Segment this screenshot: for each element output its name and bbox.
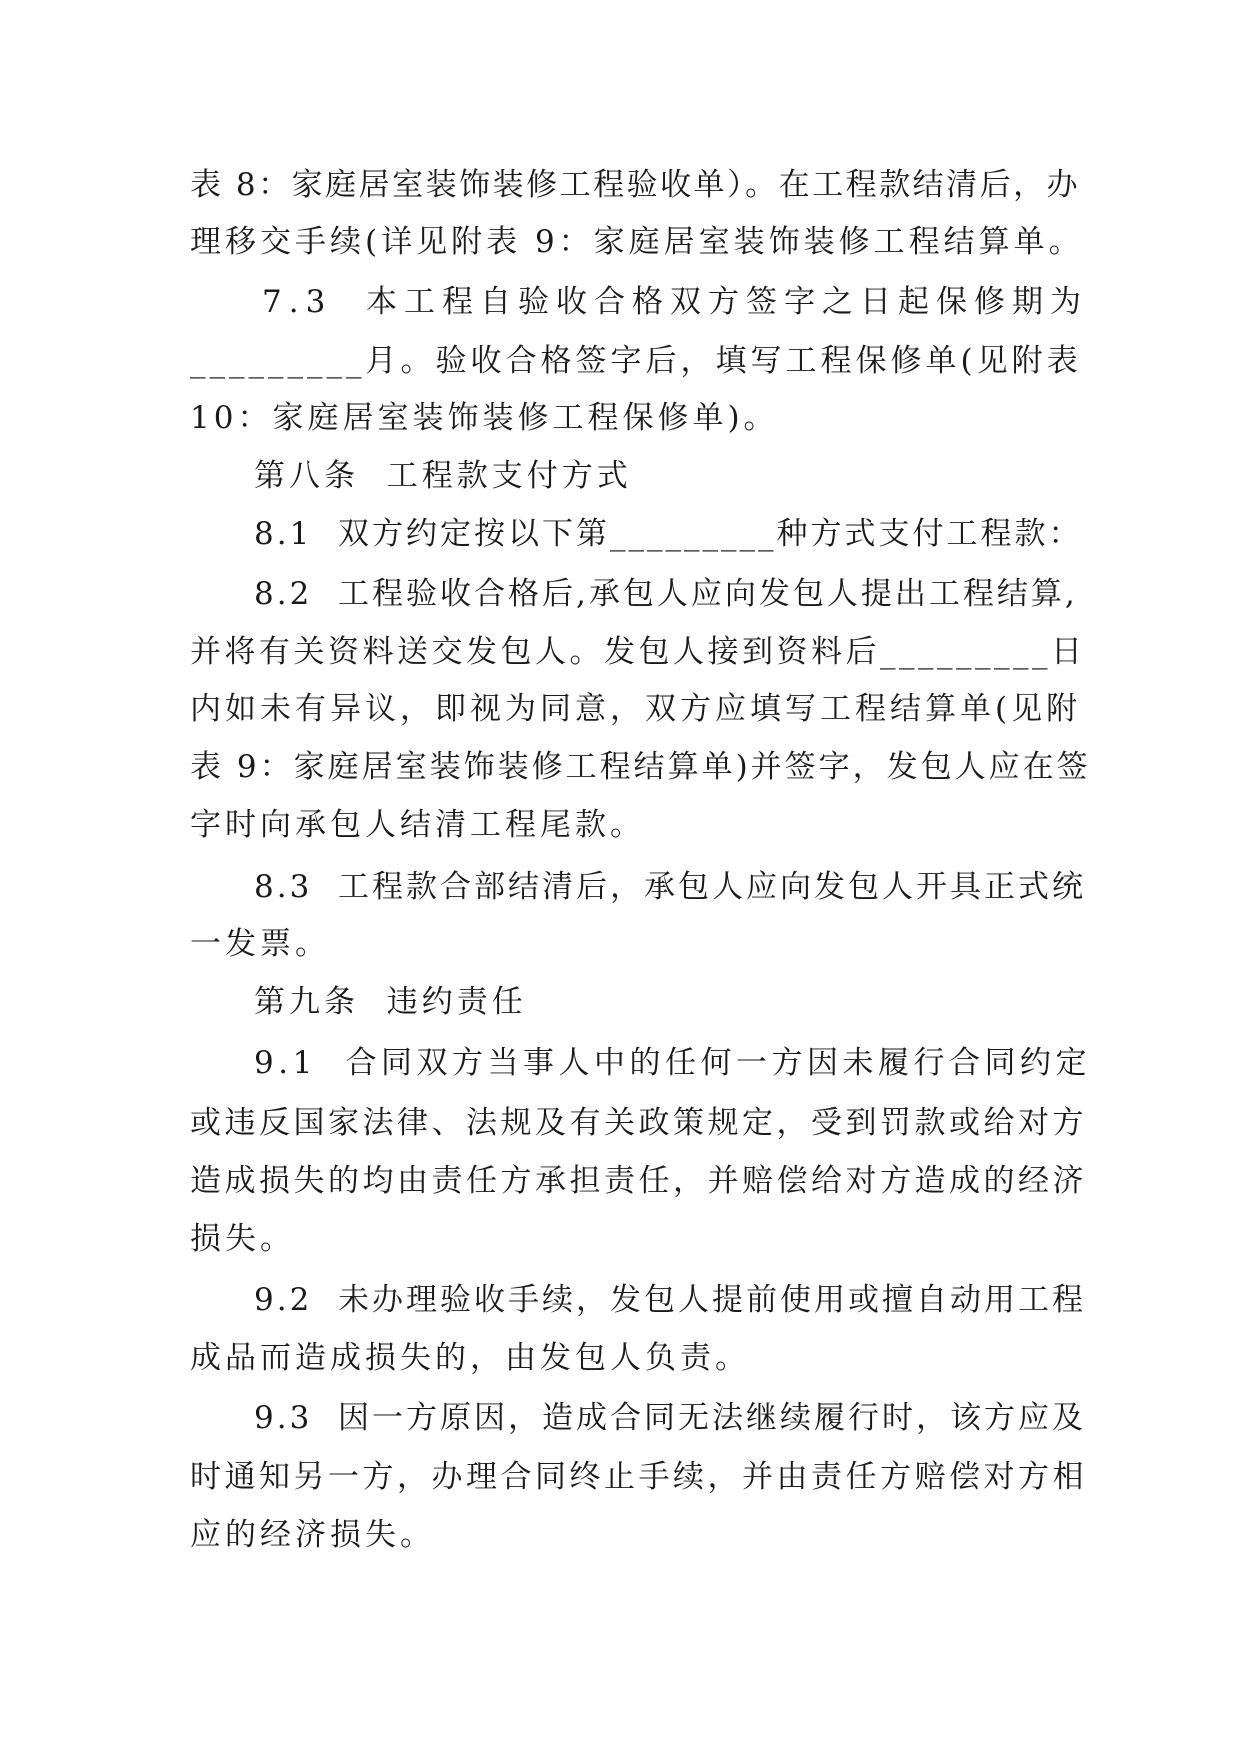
section-heading: 第九条 违约责任	[254, 984, 527, 1020]
text-line: 造成损失的均由责任方承担责任，并赔偿给对方造成的经济	[190, 1163, 1087, 1199]
text-line: 8.3 工程款合部结清后，承包人应向发包人开具正式统	[254, 869, 1087, 905]
text-line: 9.2 未办理验收手续，发包人提前使用或擅自动用工程	[254, 1282, 1087, 1318]
text-line: 应的经济损失。	[190, 1517, 435, 1553]
text-line: 时通知另一方，办理合同终止手续，并由责任方赔偿对方相	[190, 1459, 1087, 1495]
text-line: 10：家庭居室装饰装修工程保修单)。	[190, 400, 779, 436]
section-heading: 第八条 工程款支付方式	[254, 458, 632, 494]
text-line: 7.3 本工程自验收合格双方签字之日起保修期为	[262, 284, 1089, 320]
text-line: _________月。验收合格签字后，填写工程保修单(见附表	[190, 343, 1082, 379]
text-line: 理移交手续(详见附表 9：家庭居室装饰装修工程结算单。	[190, 224, 1084, 260]
text-line: 成品而造成损失的，由发包人负责。	[190, 1340, 750, 1376]
text-line: 8.1 双方约定按以下第_________种方式支付工程款：	[254, 516, 1083, 552]
text-line: 9.1 合同双方当事人中的任何一方因未履行合同约定	[254, 1045, 1092, 1081]
text-line: 8.2 工程验收合格后,承包人应向发包人提出工程结算,	[254, 576, 1078, 612]
text-line: 一发票。	[190, 926, 330, 962]
text-line: 字时向承包人结清工程尾款。	[190, 807, 645, 843]
text-line: 内如未有异议，即视为同意，双方应填写工程结算单(见附	[190, 691, 1082, 727]
text-line: 9.3 因一方原因，造成合同无法继续履行时，该方应及	[254, 1400, 1087, 1436]
text-line: 表 9：家庭居室装饰装修工程结算单)并签字，发包人应在签	[190, 749, 1091, 785]
text-line: 表 8：家庭居室装饰装修工程验收单）。在工程款结清后，办	[190, 167, 1081, 203]
text-line: 损失。	[190, 1221, 295, 1257]
text-line: 或违反国家法律、法规及有关政策规定，受到罚款或给对方	[190, 1105, 1087, 1141]
text-line: 并将有关资料送交发包人。发包人接到资料后_________日	[190, 634, 1086, 670]
